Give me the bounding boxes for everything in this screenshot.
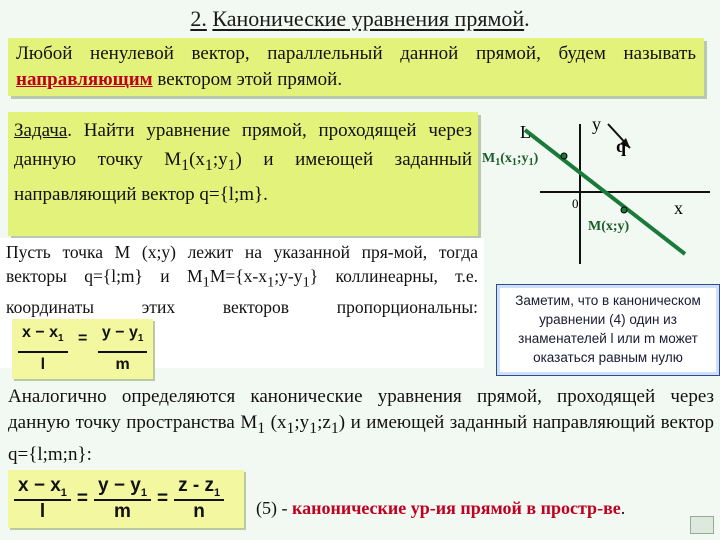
- note-text: Заметим, что в каноническом уравнении (4) один из знаменателей l или m может оказаться равным нулю: [515, 293, 701, 365]
- task-text: . Найти уравнение прямой, проходящей через данную точку М: [14, 120, 472, 170]
- task-box: Задача. Найти уравнение прямой, проходящей через данную точку $М_1(x_1;y_1)$ и имеющей заданный направляющий вектор q={l;m}.: [8, 112, 478, 236]
- label-origin: 0: [572, 196, 579, 211]
- formula-3d: $\frac{x - x_1}{l}$ = $\frac{y - y_1}{m}$ = $\frac{z - z_1}{n}$: [8, 470, 244, 528]
- label-q: q: [616, 136, 627, 156]
- formula-2d: $\frac{x - x_1}{l}$ = $\frac{y - y_1}{m}$: [12, 319, 153, 379]
- let-text3: ;y-y: [274, 266, 303, 286]
- label-M: M(x;y): [588, 219, 630, 234]
- title-number: 2.: [190, 6, 207, 31]
- title-text: Канонические уравнения прямой: [212, 6, 525, 31]
- definition-accent: направляющим: [16, 69, 153, 90]
- line-graph: [480, 104, 716, 274]
- let-text2: М={x-x: [209, 266, 267, 286]
- label-y: y: [592, 114, 601, 134]
- definition-after: вектором этой прямой.: [152, 69, 343, 90]
- let-text1: Пусть точка М (x;y) лежит на указанной пря-мой, тогда векторы q={l;m} и М: [6, 242, 478, 286]
- note-callout: [496, 284, 720, 376]
- label-M1: $M_1(x_1;y_1)$: [482, 151, 539, 168]
- label-L: L: [520, 122, 531, 142]
- task-label: Задача: [14, 120, 68, 141]
- title-tail: .: [524, 6, 530, 31]
- label-x: x: [674, 198, 683, 218]
- eq3-red: канонические ур-ия прямой в простр-ве: [291, 498, 621, 518]
- analog-paragraph: Аналогично определяются канонические уравнения прямой, проходящей через данную точку пространства $М_1$ $(x_1;y_1;z_1)$ и имеющей заданный направляющий вектор q={l;m;n}:: [8, 386, 715, 465]
- eq3-suffix: .: [620, 498, 626, 518]
- point-M1: [561, 153, 567, 159]
- point-M: [621, 207, 627, 213]
- task-line2: и имеющей заданный направляющий вектор q={l;m}.: [14, 149, 472, 205]
- let-text4: } коллинеарны, т.е. координаты этих векторов пропорциональны:: [6, 266, 478, 317]
- analog-tail: и имеющей заданный направляющий вектор q={l;m;n}:: [8, 412, 715, 465]
- analog-text: Аналогично определяются канонические уравнения прямой, проходящей через данную точку пространства М: [8, 386, 714, 433]
- definition-before: Любой ненулевой вектор, параллельный данной прямой, будем называть: [16, 43, 696, 64]
- eq3-prefix: (5) -: [256, 498, 292, 518]
- equation-caption: [256, 498, 625, 519]
- let-paragraph: Пусть точка М (x;y) лежит на указанной пря-мой, тогда векторы q={l;m} и $М_1М=\{x-x_1;y-y_1\}$ коллинеарны, т.е. координаты этих векторов пропорциональны: $\frac{x - x_1}{l}$ = $\frac{y - y_1}{m}$: [0, 238, 484, 368]
- slide-nav-button[interactable]: [690, 516, 714, 534]
- page-title: [0, 6, 720, 32]
- definition-box: [8, 38, 704, 96]
